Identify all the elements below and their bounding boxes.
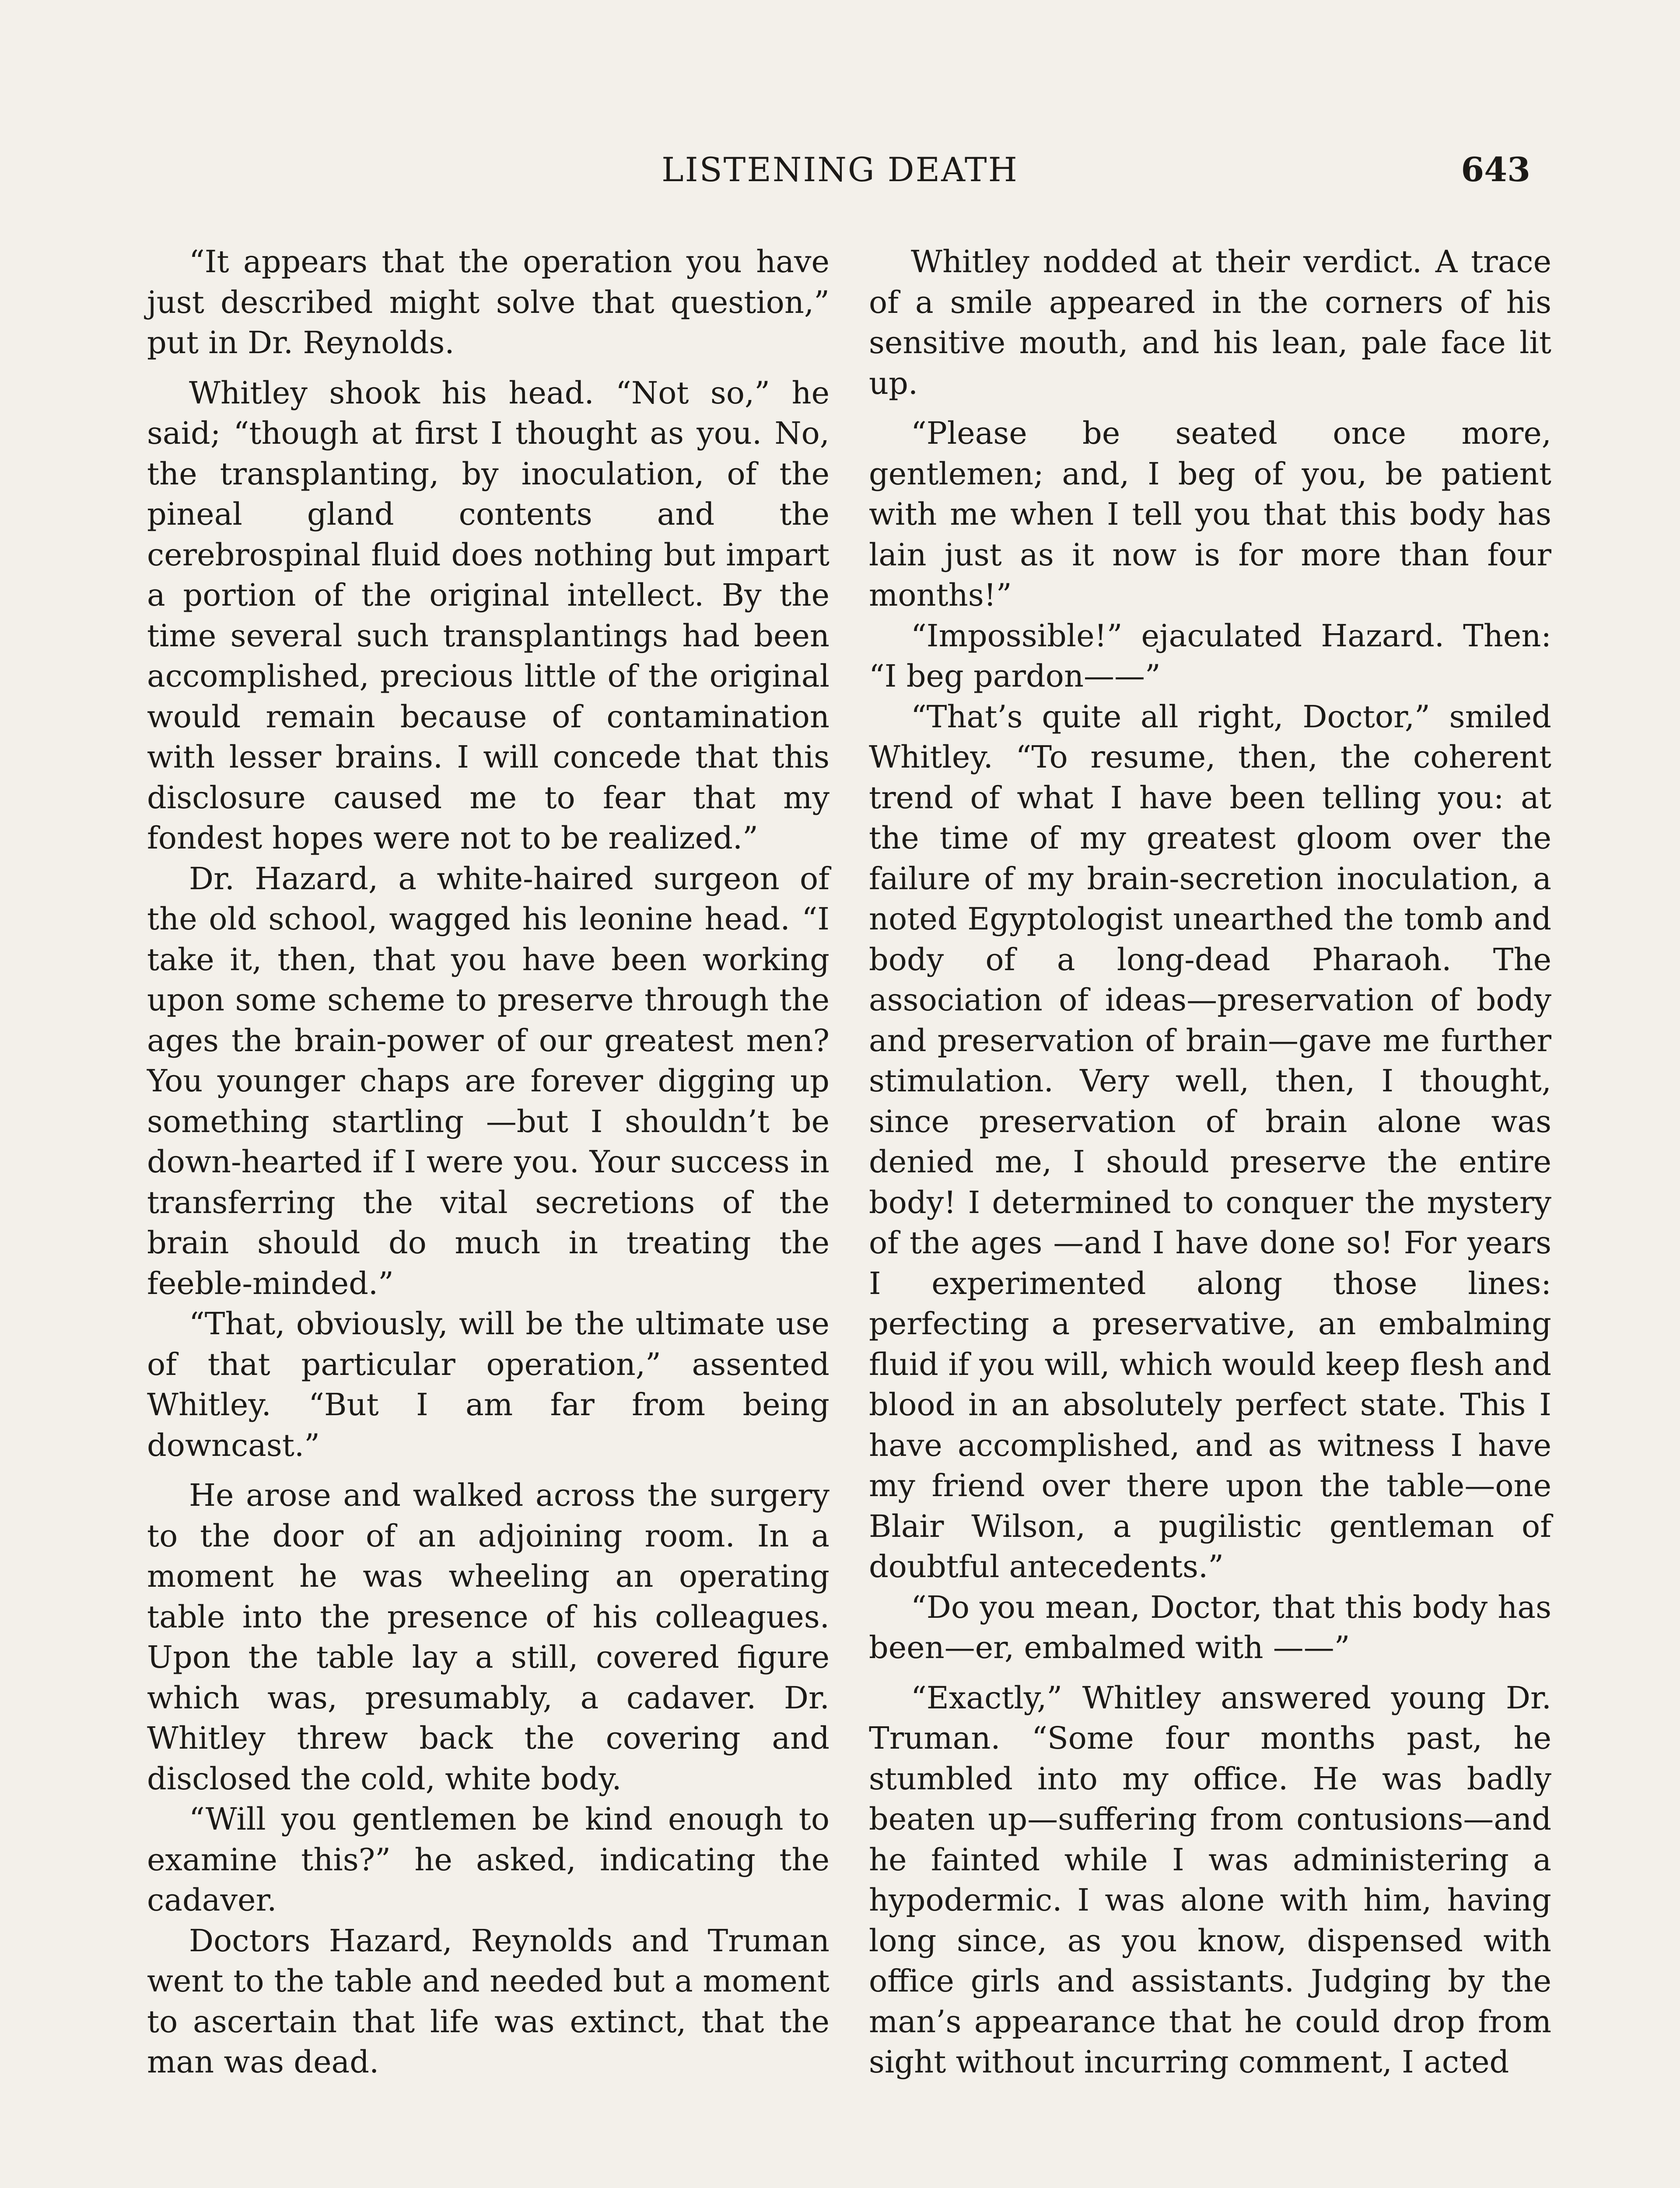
left-column (147, 242, 830, 2083)
paragraph: Whitley shook his head. “Not so,” he said; “though at first I thought as you. No, the transplanting, by inoculation, of the pineal gland contents and the cerebrospinal fluid does nothing but impart a portion of the original intellect. By the time several such transplantings had been accomplished, precious little of the original would remain because of contamination with lesser brains. I will concede that this disclosure caused me to fear that my fondest hopes were not to be realized.” (147, 375, 830, 856)
running-title: LISTENING DEATH (662, 150, 1018, 189)
paragraph: “It appears that the operation you have just described might solve that question,” put in Dr. Reynolds. (147, 244, 830, 361)
page-header (0, 144, 1680, 196)
right-column (869, 242, 1551, 2083)
paragraph: “Please be seated once more, gentlemen; and, I beg of you, be patient with me when I tell you that this body has lain just as it now is for more than four months!” (869, 415, 1551, 613)
page-number: 643 (1461, 150, 1530, 189)
paragraph: Doctors Hazard, Reynolds and Truman went to the table and needed but a moment to ascertain that life was extinct, that the man was dead. (147, 1922, 830, 2080)
paragraph: He arose and walked across the surgery to the door of an adjoining room. In a moment he was wheeling an operating table into the presence of his colleagues. Upon the table lay a still, covered figure which was, presumably, a cadaver. Dr. Whitley threw back the covering and disclosed the cold, white body. (147, 1477, 830, 1797)
paragraph: Whitley nodded at their verdict. A trace of a smile appeared in the corners of his sensitive mouth, and his lean, pale face lit up. (869, 244, 1551, 401)
paragraph: “Do you mean, Doctor, that this body has been—er, embalmed with ——” (869, 1589, 1551, 1666)
paragraph: “That’s quite all right, Doctor,” smiled Whitley. “To resume, then, the coherent trend of what I have been telling you: at the time of my greatest gloom over the failure of my brain-secretion inoculation, a noted Egyptologist unearthed the tomb and body of a long-dead Pharaoh. The association of ideas—preservation of body and preservation of brain—gave me further stimulation. Very well, then, I thought, since preservation of brain alone was denied me, I should preserve the entire body! I determined to conquer the mystery of the ages —and I have done so! For years I experimented along those lines: perfecting a preservative, an embalming fluid if you will, which would keep flesh and blood in an absolutely perfect state. This I have accomplished, and as witness I have my friend over there upon the table—one Blair Wilson, a pugilistic gentleman of doubtful antecedents.” (869, 698, 1551, 1585)
paragraph: Dr. Hazard, a white-haired surgeon of the old school, wagged his leonine head. “I take it, then, that you have been working upon some scheme to preserve through the ages the brain-power of our greatest men? You younger chaps are forever digging up something startling —but I shouldn’t be down-hearted if I were you. Your success in transferring the vital secretions of the brain should do much in treating the feeble-minded.” (147, 860, 830, 1301)
paragraph: “Will you gentlemen be kind enough to examine this?” he asked, indicating the cadaver. (147, 1801, 830, 1918)
paragraph: “Impossible!” ejaculated Hazard. Then: “I beg pardon——” (869, 617, 1551, 694)
paragraph: “Exactly,” Whitley answered young Dr. Truman. “Some four months past, he stumbled into my office. He was badly beaten up—suffering from contusions—and he fainted while I was administering a hypodermic. I was alone with him, having long since, as you know, dispensed with office girls and assistants. Judging by the man’s appearance that he could drop from sight without incurring comment, I acted (869, 1680, 1551, 2080)
paragraph: “That, obviously, will be the ultimate use of that particular operation,” assented Whitley. “But I am far from being downcast.” (147, 1306, 830, 1463)
